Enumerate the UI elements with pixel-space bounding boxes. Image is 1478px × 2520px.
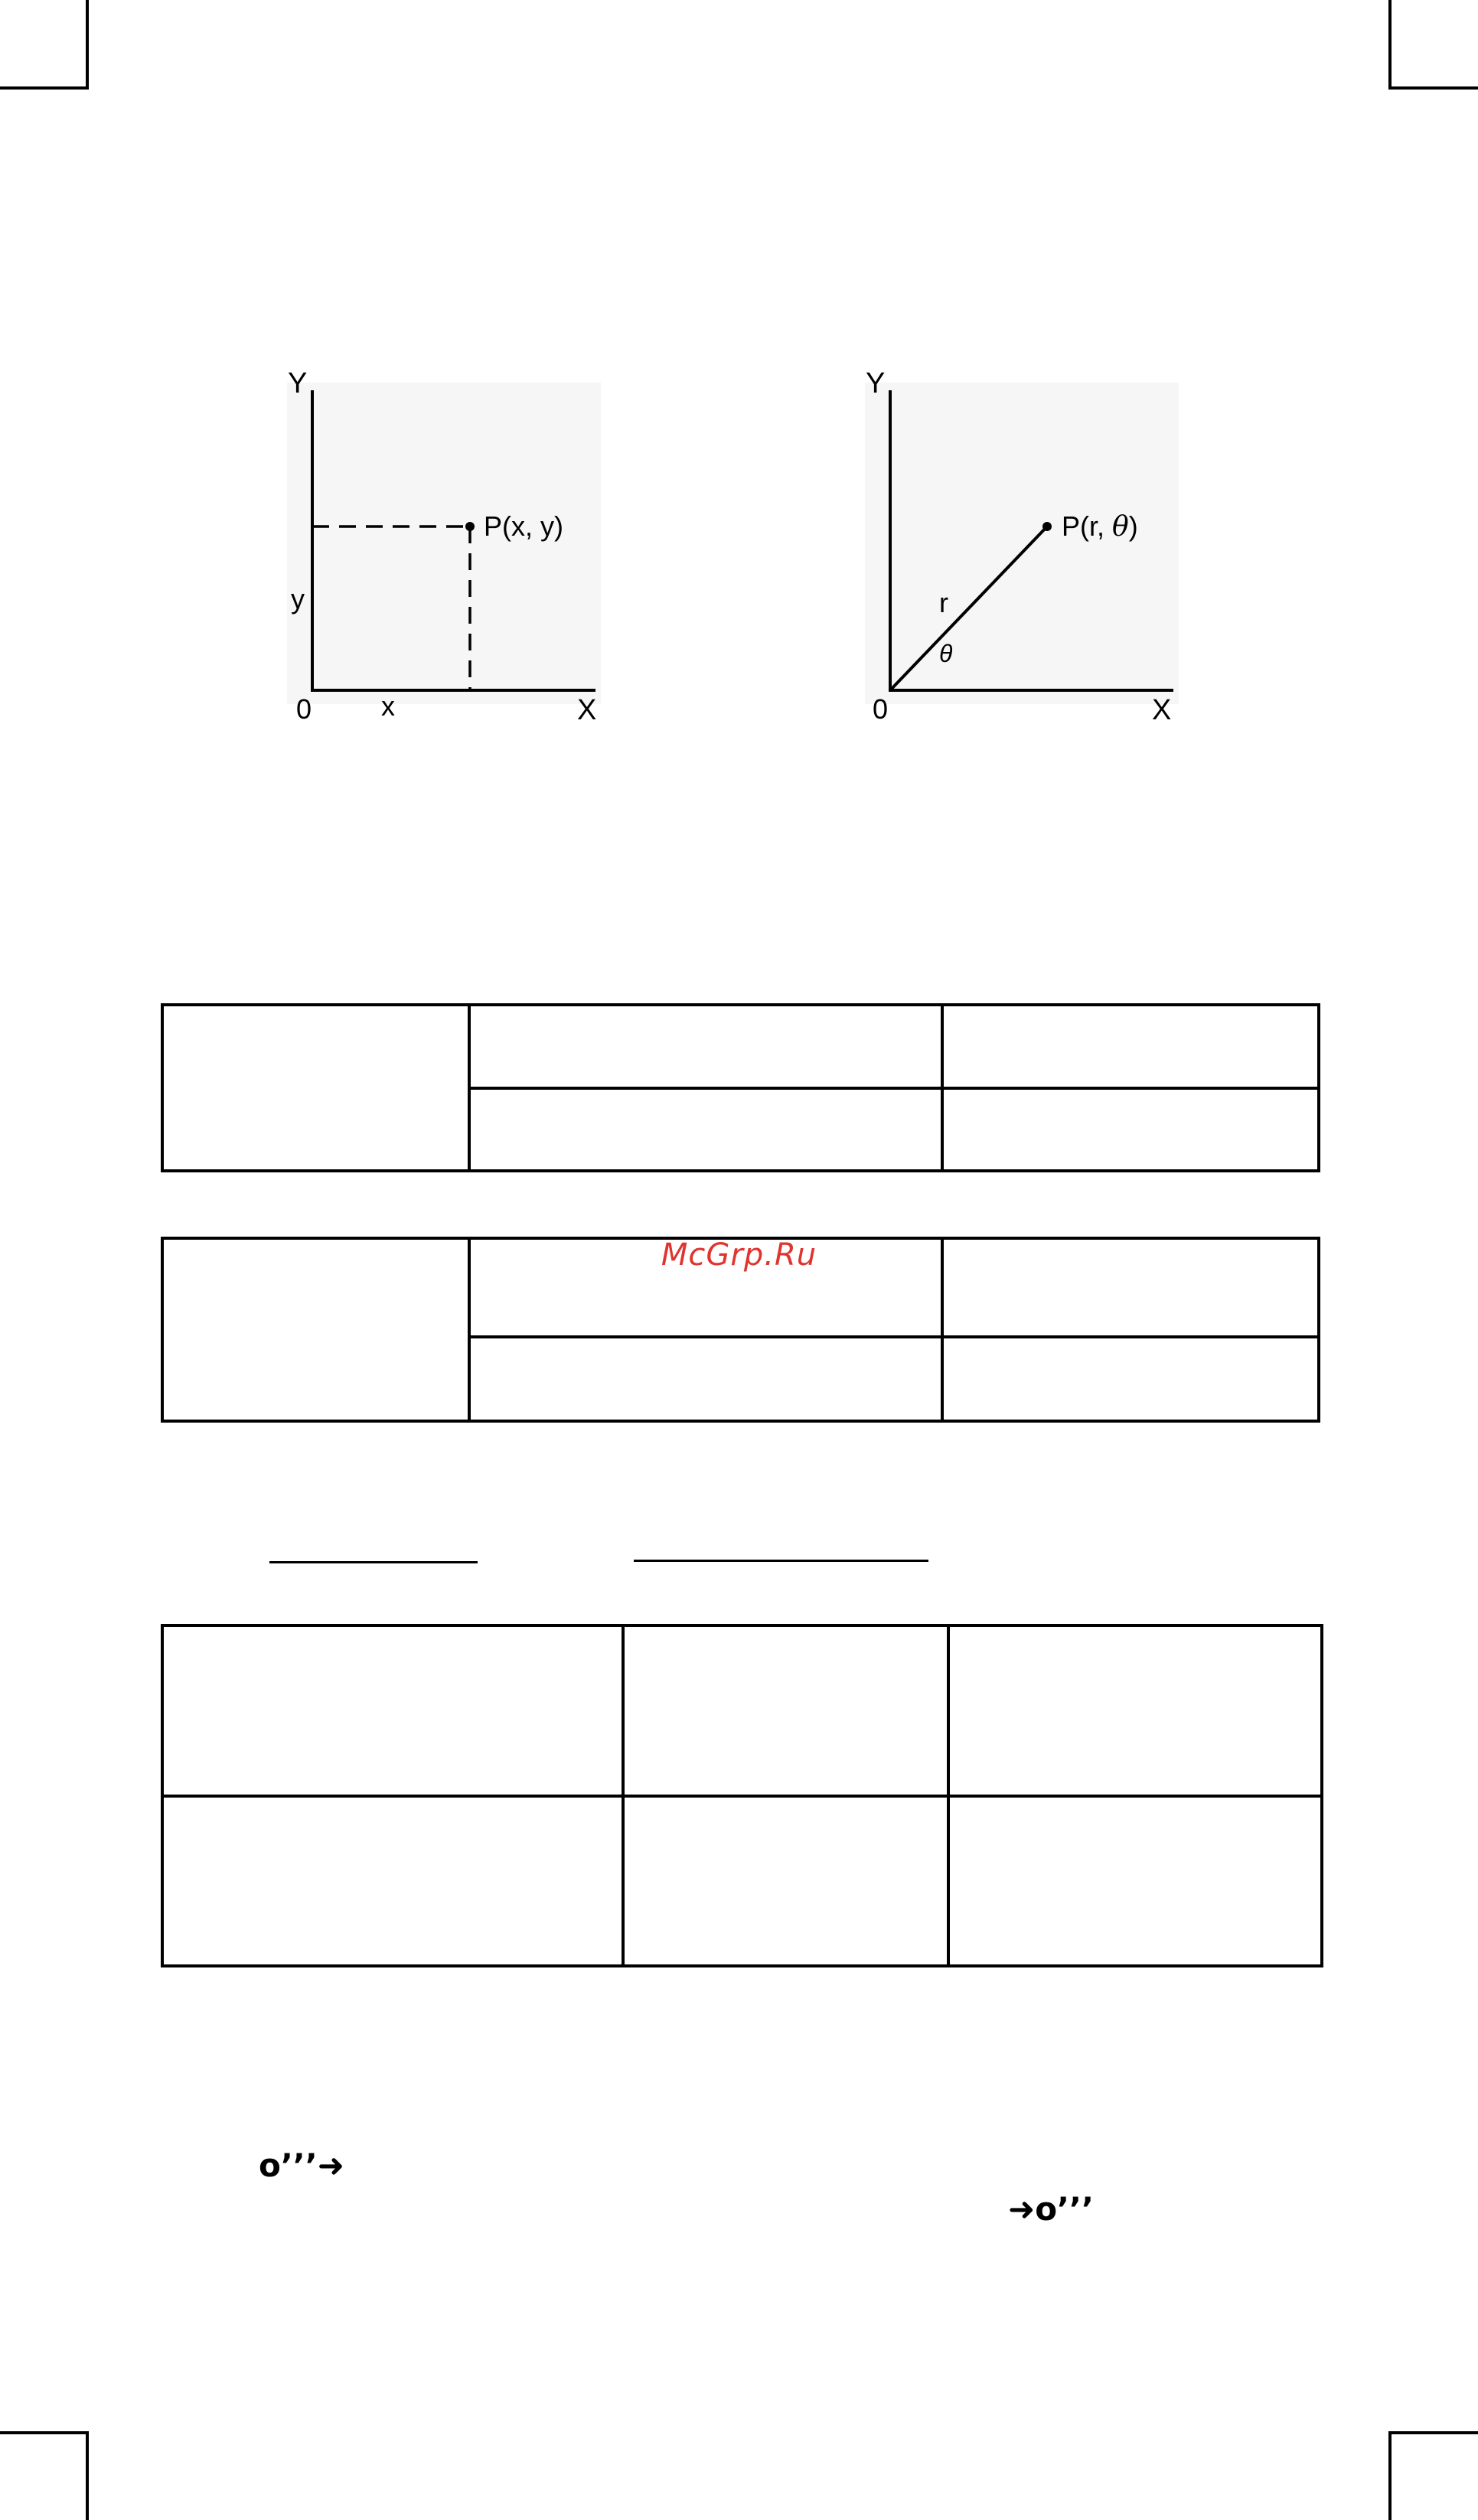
crop-mark-top-left-v (86, 0, 89, 90)
crop-mark-bottom-right-v (1388, 2431, 1392, 2520)
origin-label: 0 (296, 693, 312, 725)
watermark: McGrp.Ru (661, 1237, 817, 1273)
x-axis-label: X (1152, 694, 1172, 726)
origin-label: 0 (873, 693, 889, 725)
x-axis-label: X (577, 694, 597, 726)
crop-mark-bottom-left-h (0, 2431, 89, 2434)
table-cell (623, 1796, 948, 1967)
table-cell (469, 1337, 942, 1421)
y-coordinate-label: y (291, 583, 305, 615)
crop-mark-top-right-h (1388, 86, 1478, 90)
point-p (465, 522, 475, 531)
decimal-to-dms-key: ➜o’’’ (1008, 2190, 1094, 2228)
polar-coordinates-diagram (853, 367, 1190, 735)
table-cell (469, 1005, 942, 1088)
diagram-background (287, 383, 601, 704)
table-cell (623, 1625, 948, 1796)
crop-mark-top-left-h (0, 86, 89, 90)
point-label: P(x, y) (484, 510, 563, 542)
point-label: P(r, θ) (1062, 510, 1138, 543)
y-axis-label: Y (288, 367, 308, 399)
crop-mark-bottom-right-h (1388, 2431, 1478, 2434)
rectangular-coordinates-diagram (276, 367, 612, 735)
conversion-table-1 (161, 1003, 1320, 1172)
crop-mark-top-right-v (1388, 0, 1392, 90)
dms-to-decimal-key: o’’’➜ (259, 2147, 344, 2184)
table-cell (942, 1005, 1319, 1088)
table-cell (162, 1625, 623, 1796)
theta-label: θ (939, 640, 953, 667)
x-coordinate-label: x (381, 690, 395, 722)
table-cell (948, 1796, 1322, 1967)
table-cell (942, 1337, 1319, 1421)
table-cell (162, 1005, 469, 1171)
y-axis-label: Y (866, 367, 886, 399)
table-cell (162, 1796, 623, 1967)
table-cell (942, 1088, 1319, 1172)
blank-underline (634, 1560, 928, 1562)
crop-mark-bottom-left-v (86, 2431, 89, 2520)
conversion-table-3 (161, 1624, 1323, 1967)
table-cell (948, 1625, 1322, 1796)
diagram-background (865, 383, 1179, 704)
radius-label: r (939, 587, 948, 618)
table-cell (469, 1088, 942, 1172)
point-p (1042, 522, 1052, 531)
blank-underline (269, 1561, 478, 1563)
